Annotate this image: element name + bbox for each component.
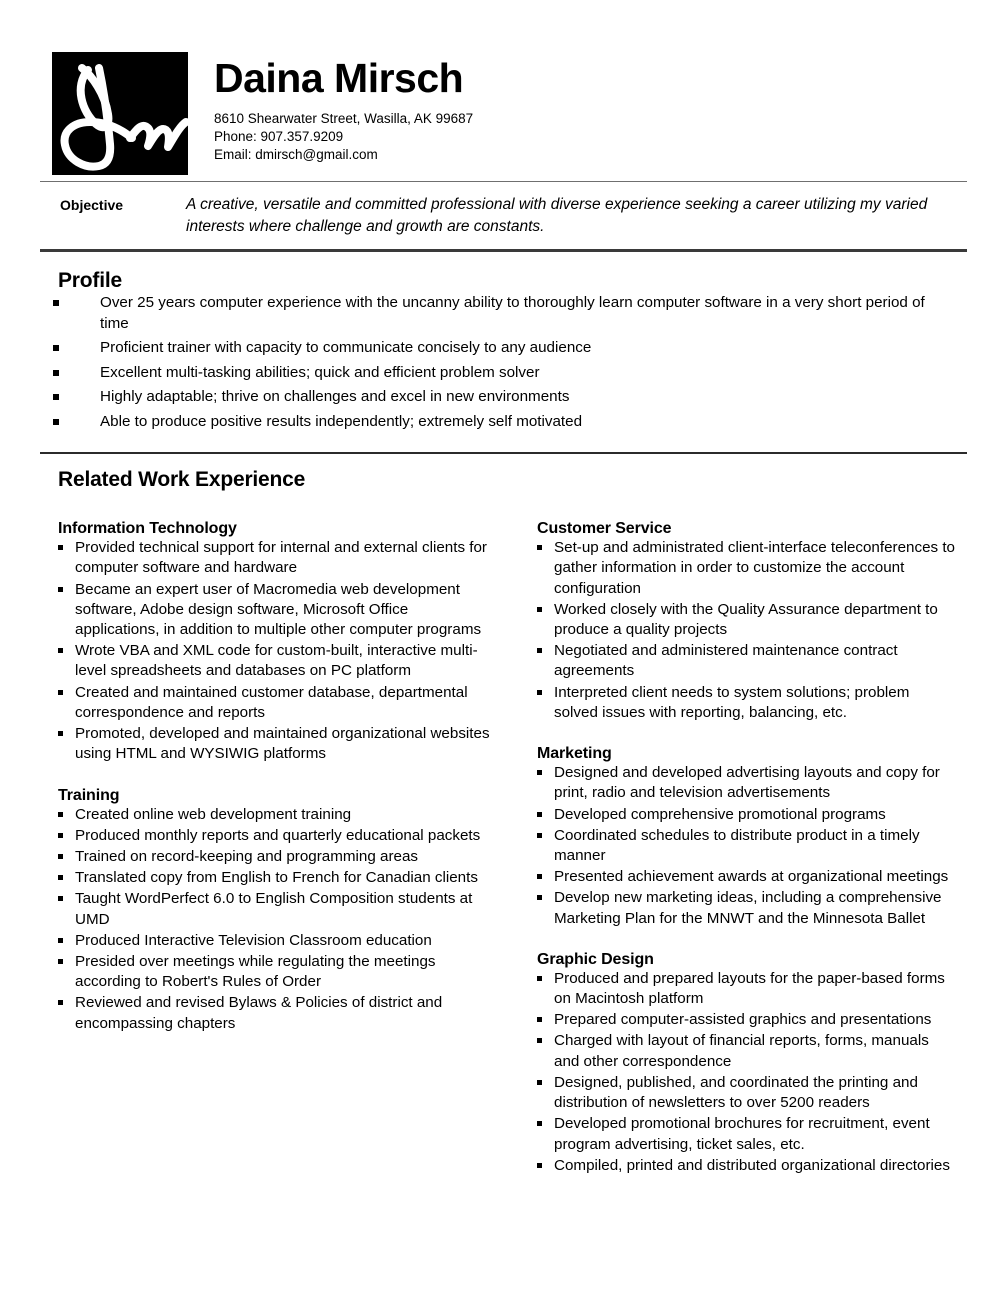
- bullet-square-icon: [58, 587, 63, 592]
- profile-bullet-text: Able to produce positive results independently; extremely self motivated: [100, 412, 583, 430]
- experience-bullet-text: Trained on record-keeping and programming areas: [75, 847, 419, 865]
- bullet-square-icon: [537, 1038, 542, 1043]
- experience-bullet-text: Designed, published, and coordinated the printing and distribution of newsletters to over 5200 readers: [554, 1073, 918, 1112]
- experience-bullet-text: Negotiated and administered maintenance contract agreements: [554, 642, 898, 680]
- experience-bullet-text: Develop new marketing ideas, including a comprehensive Marketing Plan for the MNWT and the Minnesota Ballet: [554, 889, 942, 927]
- experience-bullet-text: Produced Interactive Television Classroom education: [75, 931, 432, 949]
- bullet-square-icon: [537, 607, 542, 612]
- experience-bullet-text: Worked closely with the Quality Assurance department to produce a quality projects: [554, 600, 938, 638]
- bullet-square-icon: [537, 1080, 542, 1085]
- experience-bullet: [58, 847, 510, 867]
- experience-bullet-text: Taught WordPerfect 6.0 to English Composition students at UMD: [75, 890, 473, 928]
- contact-address: 8610 Shearwater Street, Wasilla, AK 99687: [214, 111, 474, 126]
- profile-list: [40, 293, 967, 432]
- experience-bullet-text: Compiled, printed and distributed organizational directories: [554, 1156, 950, 1174]
- experience-right-column: [510, 520, 967, 1177]
- objective-label: Objective: [60, 197, 124, 213]
- experience-bullet-text: Charged with layout of financial reports, forms, manuals and other correspondence: [554, 1032, 929, 1070]
- experience-bullet: [537, 826, 967, 866]
- page-title: Daina Mirsch: [214, 55, 464, 101]
- experience-group-title: Information Technology: [58, 520, 237, 538]
- experience-heading: Related Work Experience: [58, 468, 306, 492]
- experience-bullet-text: Developed promotional brochures for recruitment, event program advertising, ticket sales, etc.: [554, 1115, 930, 1153]
- experience-bullet-text: Translated copy from English to French for Canadian clients: [75, 869, 478, 887]
- experience-bullet: [537, 1031, 967, 1071]
- experience-bullet-text: Reviewed and revised Bylaws & Policies of district and encompassing chapters: [75, 994, 443, 1032]
- experience-group-title: Graphic Design: [537, 950, 654, 968]
- experience-bullet: [58, 826, 510, 846]
- bullet-square-icon: [58, 545, 63, 550]
- experience-bullet-text: Developed comprehensive promotional programs: [554, 805, 886, 823]
- experience-bullet-text: Created online web development training: [75, 805, 352, 823]
- experience-bullet: [58, 683, 510, 723]
- experience-bullet-text: Designed and developed advertising layouts and copy for print, radio and television advertisements: [554, 764, 940, 802]
- experience-bullet-text: Created and maintained customer database, departmental correspondence and reports: [75, 683, 468, 721]
- bullet-square-icon: [58, 812, 63, 817]
- experience-bullet: [537, 867, 967, 887]
- experience-bullet-list: [537, 969, 967, 1176]
- experience-bullet-text: Promoted, developed and maintained organizational websites using HTML and WYSIWIG platforms: [75, 725, 490, 763]
- experience-bullet-list: [58, 538, 510, 764]
- profile-bullet: [40, 338, 967, 359]
- experience-bullet: [537, 641, 967, 681]
- experience-group: [537, 951, 967, 1176]
- experience-group: [58, 787, 510, 1034]
- bullet-square-icon: [537, 874, 542, 879]
- bullet-square-icon: [58, 854, 63, 859]
- profile-bullet: [40, 412, 967, 433]
- experience-bullet-text: Coordinated schedules to distribute product in a timely manner: [554, 826, 920, 864]
- experience-bullet: [58, 805, 510, 825]
- bullet-square-icon: [53, 394, 59, 400]
- objective-text: A creative, versatile and committed professional with diverse experience seeking a career utilizing my varied interests where challenge and growth are constants.: [186, 196, 928, 235]
- bullet-square-icon: [58, 875, 63, 880]
- experience-bullet-text: Wrote VBA and XML code for custom-built, interactive multi-level spreadsheets and databases on PC platform: [75, 642, 478, 680]
- experience-bullet: [58, 931, 510, 951]
- experience-bullet: [58, 641, 510, 681]
- resume-header: [40, 0, 967, 175]
- experience-bullet: [537, 969, 967, 1009]
- contact-phone: Phone: 907.357.9209: [214, 128, 344, 144]
- profile-bullet: [40, 363, 967, 384]
- experience-bullet: [537, 1010, 967, 1030]
- experience-bullet-text: Produced and prepared layouts for the paper-based forms on Macintosh platform: [554, 969, 945, 1008]
- experience-group-title: Training: [58, 786, 120, 804]
- profile-bullet: [40, 293, 967, 334]
- dm-signature-logo-icon: [52, 52, 188, 175]
- bullet-square-icon: [58, 833, 63, 838]
- experience-bullet-list: [537, 538, 967, 723]
- bullet-square-icon: [53, 300, 59, 306]
- experience-bullet: [537, 888, 967, 928]
- experience-bullet-text: Provided technical support for internal and external clients for computer software and hardware: [75, 539, 487, 577]
- experience-group-title: Customer Service: [537, 520, 672, 538]
- bullet-square-icon: [58, 731, 63, 736]
- bullet-square-icon: [537, 895, 542, 900]
- experience-bullet: [537, 1114, 967, 1154]
- profile-bullet-text: Proficient trainer with capacity to communicate concisely to any audience: [100, 339, 592, 357]
- bullet-square-icon: [537, 1163, 542, 1168]
- experience-bullet: [58, 724, 510, 764]
- profile-bullet: [40, 387, 967, 408]
- experience-group: [537, 745, 967, 929]
- experience-group-title: Marketing: [537, 745, 612, 763]
- header-text-block: [188, 52, 473, 164]
- experience-columns: [40, 492, 967, 1177]
- experience-bullet: [537, 805, 967, 825]
- bullet-square-icon: [58, 648, 63, 653]
- experience-bullet-text: Prepared computer-assisted graphics and presentations: [554, 1011, 932, 1029]
- profile-bullet-text: Highly adaptable; thrive on challenges and excel in new environments: [100, 388, 570, 406]
- experience-bullet-text: Presided over meetings while regulating the meetings according to Robert's Rules of Order: [75, 953, 436, 991]
- experience-section: [40, 454, 967, 1177]
- experience-left-column: [40, 520, 510, 1177]
- profile-bullet-text: Over 25 years computer experience with the uncanny ability to thoroughly learn computer software in a very short period of time: [100, 294, 925, 332]
- experience-bullet-text: Became an expert user of Macromedia web development software, Adobe design software, Microsoft Office applications, in addition to multiple other computer programs: [75, 580, 482, 638]
- bullet-square-icon: [537, 690, 542, 695]
- bullet-square-icon: [537, 648, 542, 653]
- bullet-square-icon: [537, 770, 542, 775]
- experience-bullet: [58, 868, 510, 888]
- bullet-square-icon: [53, 370, 59, 376]
- experience-bullet-text: Produced monthly reports and quarterly educational packets: [75, 826, 481, 844]
- experience-bullet: [537, 683, 967, 723]
- bullet-square-icon: [58, 1000, 63, 1005]
- experience-bullet: [58, 889, 510, 929]
- bullet-square-icon: [53, 345, 59, 351]
- bullet-square-icon: [537, 1017, 542, 1022]
- profile-section: [40, 252, 967, 432]
- bullet-square-icon: [58, 896, 63, 901]
- bullet-square-icon: [537, 833, 542, 838]
- profile-bullet-text: Excellent multi-tasking abilities; quick and efficient problem solver: [100, 363, 540, 381]
- experience-bullet: [537, 763, 967, 803]
- bullet-square-icon: [53, 419, 59, 425]
- bullet-square-icon: [537, 1121, 542, 1126]
- bullet-square-icon: [537, 545, 542, 550]
- experience-bullet: [58, 952, 510, 992]
- contact-email: Email: dmirsch@gmail.com: [214, 146, 378, 162]
- experience-bullet: [537, 1156, 967, 1176]
- bullet-square-icon: [58, 938, 63, 943]
- experience-bullet: [537, 1073, 967, 1113]
- experience-bullet: [58, 993, 510, 1033]
- experience-bullet: [537, 600, 967, 640]
- experience-bullet-text: Set-up and administrated client-interface teleconferences to gather information in order to customize the account configuration: [554, 539, 956, 597]
- objective-section: [40, 182, 967, 238]
- experience-bullet-text: Presented achievement awards at organizational meetings: [554, 868, 949, 886]
- bullet-square-icon: [537, 976, 542, 981]
- experience-bullet: [537, 538, 967, 599]
- bullet-square-icon: [537, 812, 542, 817]
- experience-group: [537, 520, 967, 723]
- bullet-square-icon: [58, 959, 63, 964]
- bullet-square-icon: [58, 690, 63, 695]
- experience-bullet: [58, 538, 510, 578]
- experience-group: [58, 520, 510, 764]
- experience-bullet-list: [58, 805, 510, 1034]
- profile-heading: Profile: [58, 269, 122, 292]
- experience-bullet: [58, 580, 510, 641]
- experience-bullet-text: Interpreted client needs to system solutions; problem solved issues with reporting, balancing, etc.: [554, 683, 910, 721]
- experience-bullet-list: [537, 763, 967, 929]
